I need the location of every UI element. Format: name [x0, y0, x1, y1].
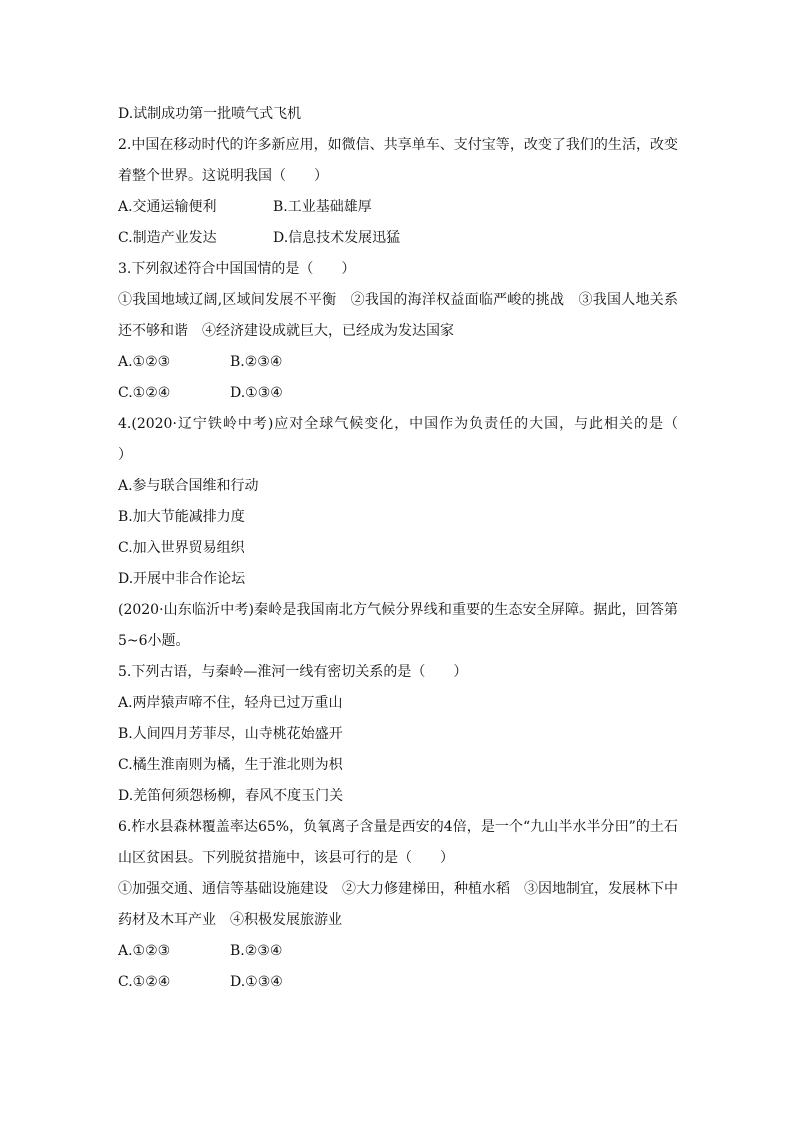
q5-option-d: D.羌笛何须怨杨柳，春风不度玉门关 — [118, 788, 344, 804]
q6-option-d: D.①③④ — [230, 974, 283, 990]
q2-option-c: C.制造产业发达 — [118, 230, 217, 246]
q6-options-row-1 — [118, 936, 678, 967]
q3-option-c: C.①②④ — [118, 385, 171, 401]
q6-option-c: C.①②④ — [118, 974, 171, 990]
q6-option-b: B.②③④ — [230, 943, 283, 959]
q5-option-b: B.人间四月芳菲尽，山寺桃花始盛开 — [118, 726, 343, 742]
q4-option-b: B.加大节能减排力度 — [118, 509, 245, 525]
q4-option-d: D.开展中非合作论坛 — [118, 571, 246, 587]
q1-option-d: D.试制成功第一批喷气式飞机 — [118, 106, 302, 122]
q6-options-row-2 — [118, 967, 678, 998]
q5-option-a: A.两岸猿声啼不住，轻舟已过万重山 — [118, 695, 343, 711]
q3-options-row-2 — [118, 378, 678, 409]
intro-q5-q6: (2020·山东临沂中考)秦岭是我国南北方气候分界线和重要的生态安全屏障。据此，回答第5~6小题。 — [118, 602, 678, 649]
q3-option-a: A.①②③ — [118, 354, 171, 370]
q4-option-c: C.加入世界贸易组织 — [118, 540, 245, 556]
q5-option-c: C.橘生淮南则为橘，生于淮北则为枳 — [118, 757, 343, 773]
q5-stem: 5.下列古语，与秦岭—淮河一线有密切关系的是（ ） — [118, 664, 468, 680]
q4-stem: 4.(2020·辽宁铁岭中考)应对全球气候变化，中国作为负责任的大国，与此相关的是（ ） — [118, 416, 706, 463]
question-content — [118, 99, 706, 998]
q3-option-b: B.②③④ — [230, 354, 283, 370]
q4-option-a: A.参与联合国维和行动 — [118, 478, 259, 494]
q2-options-row-1 — [118, 192, 678, 223]
q2-option-d: D.信息技术发展迅猛 — [273, 230, 401, 246]
q2-stem: 2.中国在移动时代的许多新应用，如微信、共享单车、支付宝等，改变了我们的生活，改变着整个世界。这说明我国（ ） — [118, 137, 678, 184]
q6-statements: ①加强交通、通信等基础设施建设 ②大力修建梯田，种植水稻 ③因地制宜，发展林下中药材及木耳产业 ④积极发展旅游业 — [118, 881, 678, 928]
q3-statements: ①我国地域辽阔,区域间发展不平衡 ②我国的海洋权益面临严峻的挑战 ③我国人地关系还不够和谐 ④经济建设成就巨大，已经成为发达国家 — [118, 292, 678, 339]
q2-option-b: B.工业基础雄厚 — [273, 199, 372, 215]
q3-stem: 3.下列叙述符合中国国情的是（ ） — [118, 261, 356, 277]
q3-option-d: D.①③④ — [230, 385, 283, 401]
q2-option-a: A.交通运输便利 — [118, 199, 217, 215]
q3-options-row-1 — [118, 347, 678, 378]
q6-stem: 6.柞水县森林覆盖率达65%，负氧离子含量是西安的4倍，是一个“九山半水半分田”的土石山区贫困县。下列脱贫措施中，该县可行的是（ ） — [118, 819, 678, 866]
q2-options-row-2 — [118, 223, 678, 254]
q6-option-a: A.①②③ — [118, 943, 171, 959]
